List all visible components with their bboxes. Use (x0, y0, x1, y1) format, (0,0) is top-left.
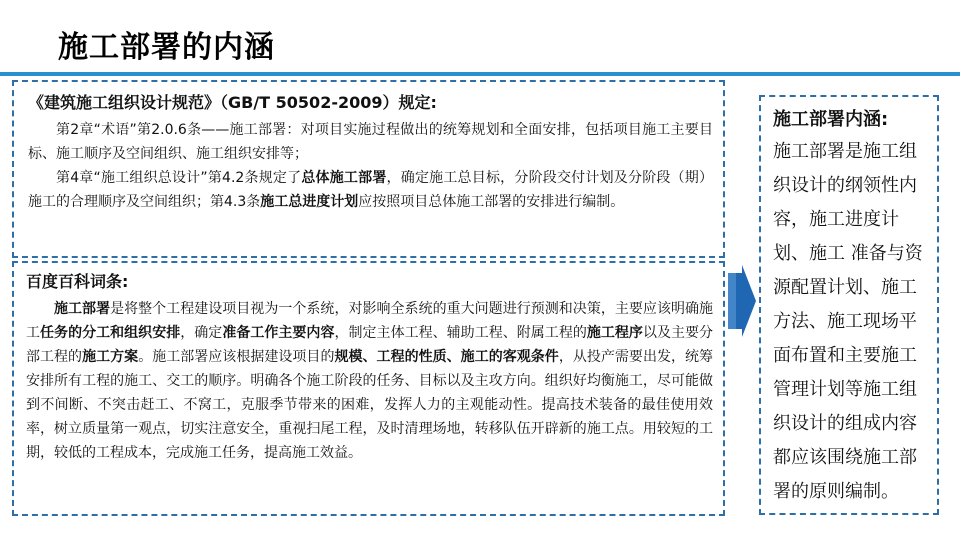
baike-bold-text: 施工程序 (586, 325, 643, 341)
baike-text: 是将整个工程建设项目视为一个系统，对影响全系统的重大问题进行预测和决策，主要应该明确施工 (26, 301, 714, 341)
norm-p2-bold-2: 施工总进度计划 (260, 194, 359, 210)
norm-p2-bold-1: 总体施工部署 (301, 170, 387, 186)
summary-box (759, 95, 939, 515)
baike-text: ，从投产需要出发，统筹安排所有工程的施工、交工的顺序。明确各个施工阶段的任务、目标以及主攻方向。组织好均衡施工，尽可能做到不间断、不突击赶工、不窝工，克服季节带来的困难，发挥人力的主观能动性。提高技术装备的最佳使用效率，树立质量第一观点，切实注意安全，重视扫尾工程，及时清理场地，转移队伍开辟新的施工点。用较短的工期，较低的工程成本，完成施工任务，提高施工效益。 (26, 349, 714, 461)
baike-text: ，确定 (180, 325, 223, 341)
norm-p2-text-1: 第4章“施工组织总设计”第4.2条规定了 (56, 170, 302, 186)
summary-heading: 施工部署内涵: (773, 109, 889, 130)
baike-bold-text: 施工方案 (82, 349, 139, 365)
baike-bold-text: 施工部署 (54, 301, 111, 317)
page-title: 施工部署的内涵 (58, 30, 275, 65)
norm-p2-text-3: 应按照项目总体施工部署的安排进行编制。 (358, 194, 625, 210)
baike-box (12, 261, 725, 516)
baike-paragraph (26, 297, 713, 465)
norm-p2-text-2: ，确定施工总目标，分阶段交付计划及分阶段（期）施工的合理顺序及空间组织；第4.3条 (28, 170, 713, 210)
baike-text: ，制定主体工程、辅助工程、附属工程的 (334, 325, 587, 341)
summary-body: 施工部署是施工组织设计的纲领性内容，施工进度计划、施工 准备与资源配置计划、施工方法、施工现场平面布置和主要施工管理计划等施工组织设计的组成内容都应该围绕施工部署的原则编制。 (773, 141, 923, 502)
baike-bold-text: 准备工作主要内容 (222, 325, 335, 341)
title-underline (0, 72, 960, 76)
norm-box (12, 80, 725, 258)
baike-bold-text: 任务的分工和组织安排 (40, 325, 181, 341)
baike-heading: 百度百科词条: (26, 272, 129, 291)
baike-text: 。施工部署应该根据建设项目的 (138, 349, 335, 365)
norm-paragraph-1: 第2章“术语”第2.0.6条——施工部署：对项目实施过程做出的统筹规划和全面安排，包括项目施工主要目标、施工顺序及空间组织、施工组织安排等； (28, 122, 713, 162)
right-arrow-icon (728, 265, 756, 337)
norm-heading: 《建筑施工组织设计规范》（GB/T 50502-2009）规定: (28, 93, 437, 112)
baike-text: 以及主要分部工程的 (26, 325, 714, 365)
norm-paragraph-2 (28, 166, 713, 214)
baike-bold-text: 规模、工程的性质、施工的客观条件 (334, 349, 559, 365)
